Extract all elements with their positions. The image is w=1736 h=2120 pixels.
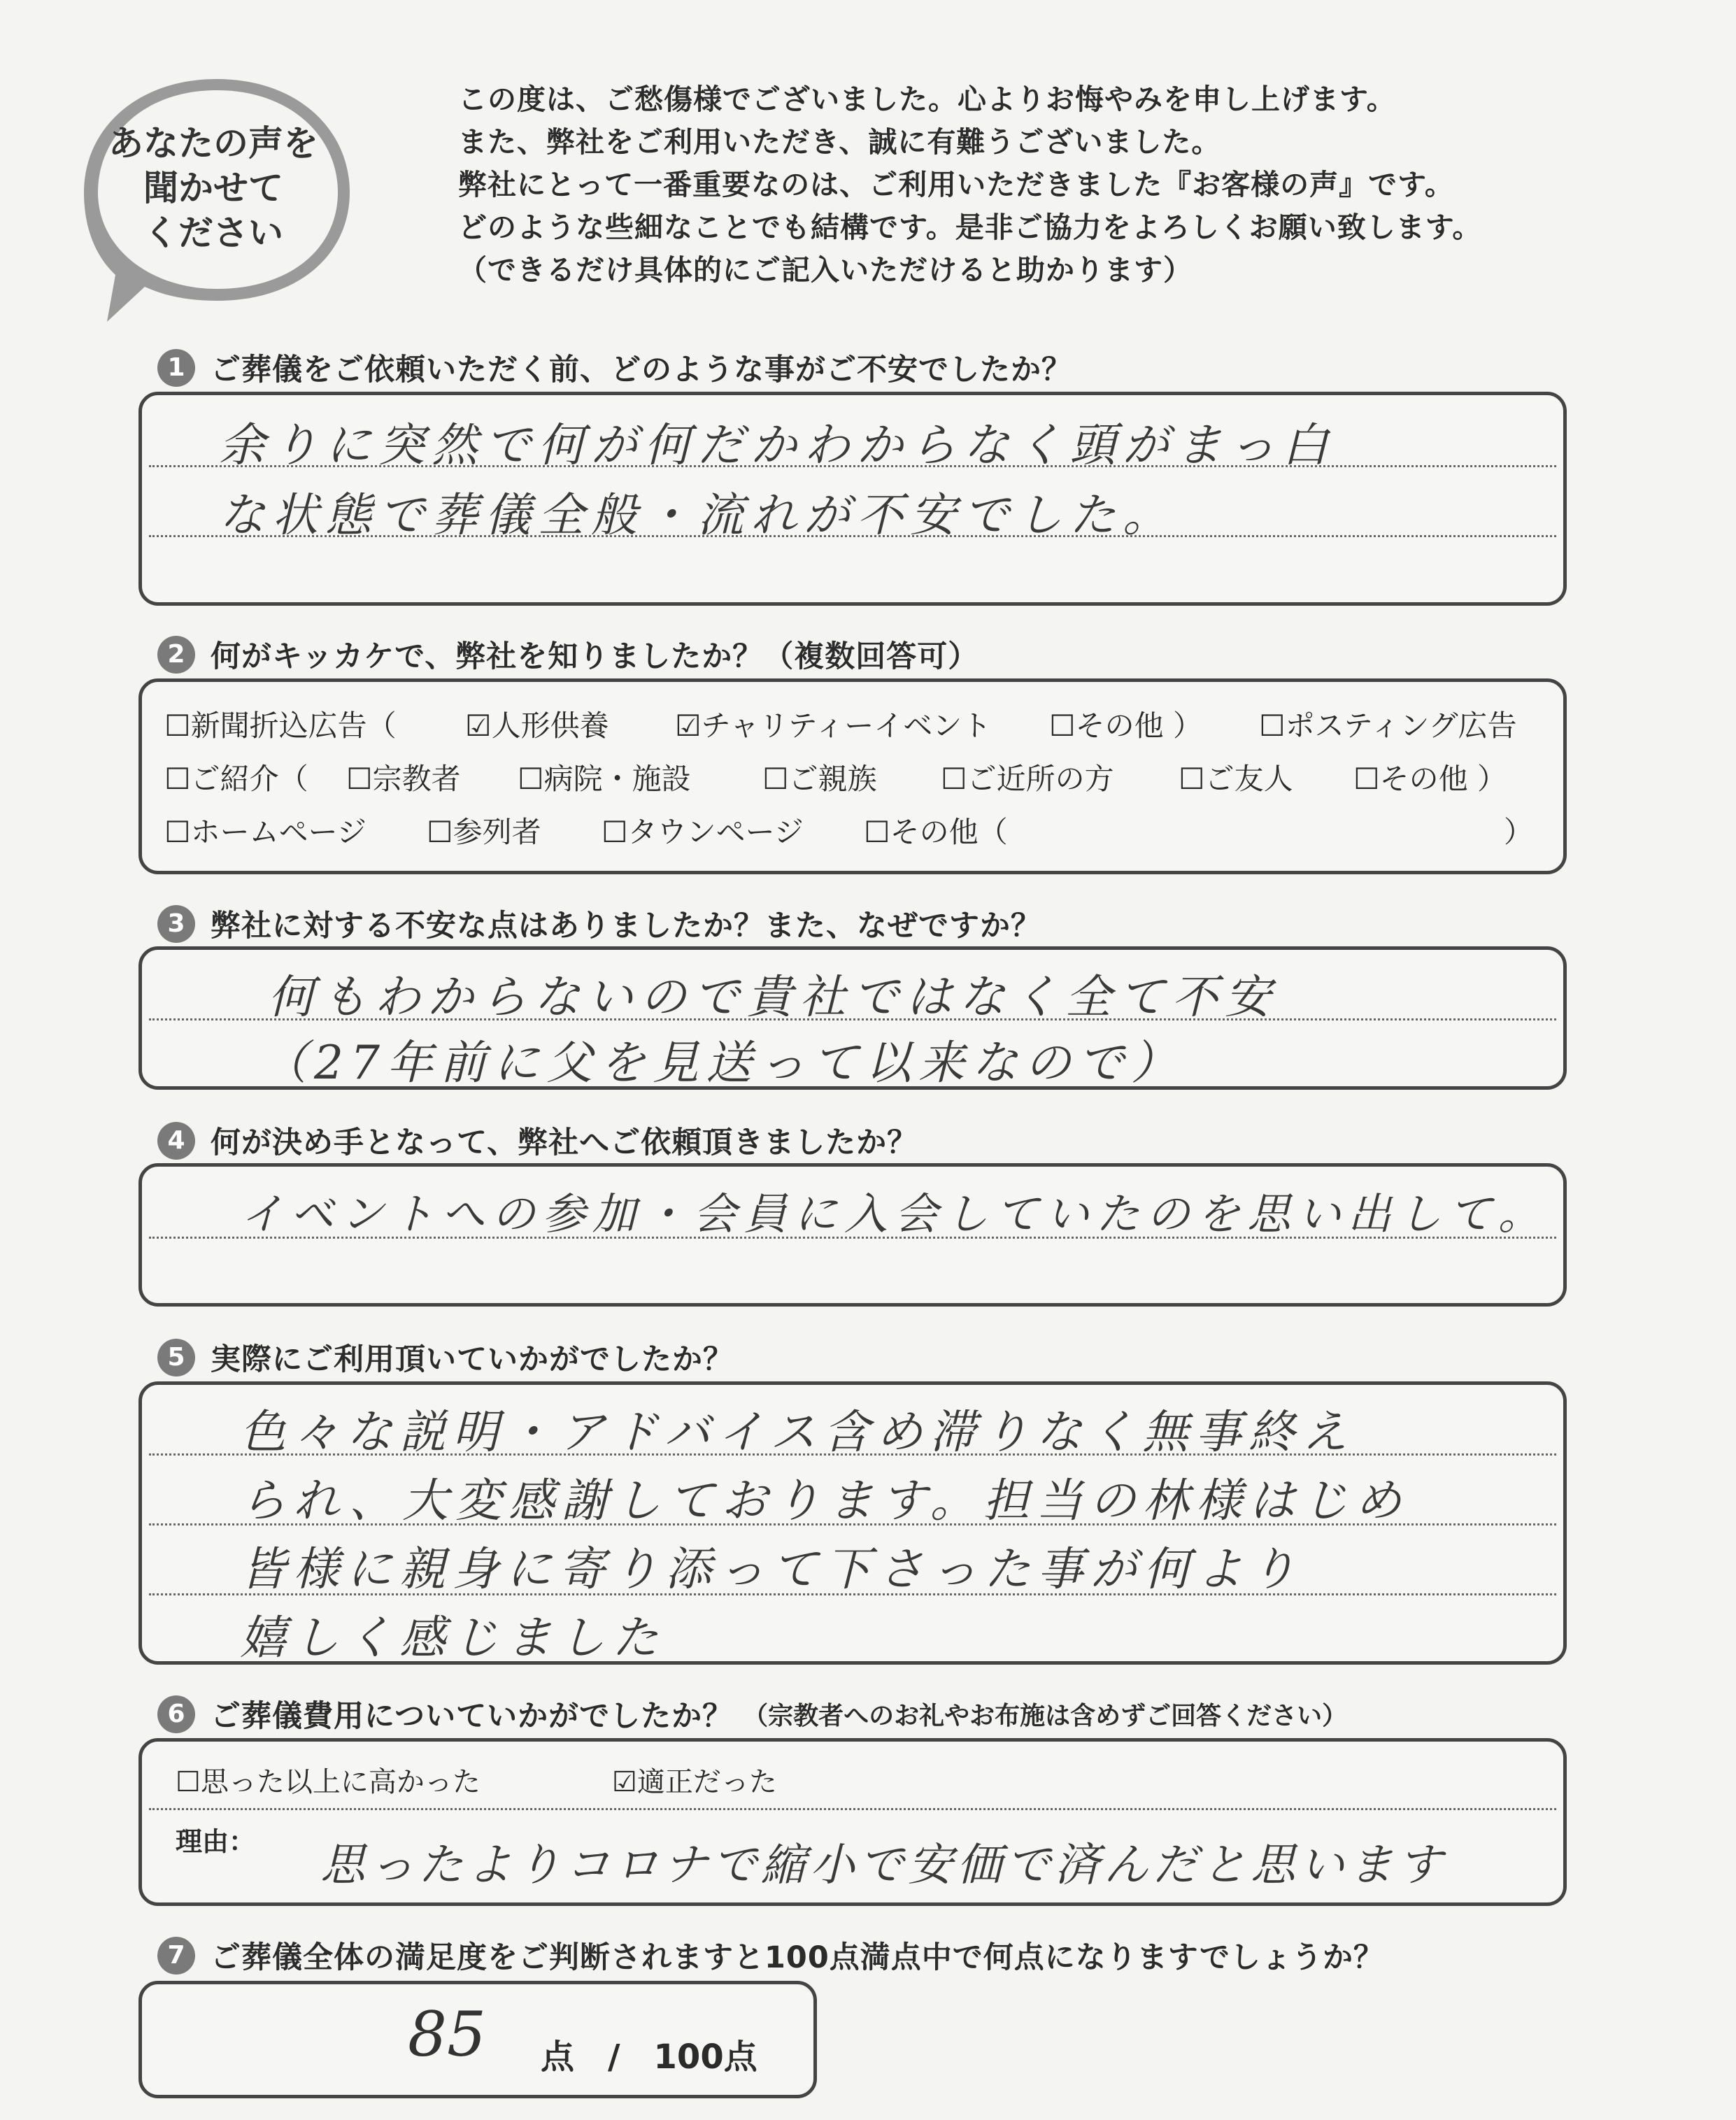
option-hospital[interactable]: ☐病院・施設 bbox=[518, 762, 691, 796]
question-text: ご葬儀全体の満足度をご判断されますと100点満点中で何点になりますでしょうか？ bbox=[211, 1940, 1385, 1975]
question-text: 何がキッカケで、弊社を知りましたか？（複数回答可） bbox=[211, 639, 979, 674]
answer-box-6 bbox=[138, 1738, 1567, 1906]
intro-line: また、弊社をご利用いただき、誠に有難うございました。 bbox=[458, 125, 1221, 159]
question-text: ご葬儀費用についていかがでしたか？ bbox=[211, 1699, 734, 1734]
question-number: 3 bbox=[157, 905, 195, 943]
score-box[interactable] bbox=[138, 1981, 817, 2098]
question-3 bbox=[157, 902, 1041, 945]
question-2 bbox=[157, 633, 979, 676]
bubble-line-2: 聞かせて bbox=[143, 168, 283, 208]
option-other-1[interactable]: ☐その他 ） bbox=[1049, 709, 1203, 743]
option-attendee[interactable]: ☐参列者 bbox=[427, 815, 541, 849]
option-doll-memorial[interactable]: ☑人形供養 bbox=[465, 709, 609, 743]
bubble-line-1: あなたの声を bbox=[108, 123, 318, 164]
dotted-line bbox=[149, 1808, 1556, 1810]
question-note: （宗教者へのお礼やお布施は含めずご回答ください） bbox=[743, 1702, 1348, 1730]
handwritten-score: 85 bbox=[408, 1998, 486, 2070]
question-text: 実際にご利用頂いていかがでしたか？ bbox=[211, 1342, 734, 1377]
question-number: 1 bbox=[157, 349, 195, 387]
answer-box-1[interactable] bbox=[138, 392, 1567, 606]
handwritten-answer: イベントへの参加・会員に入会していたのを思い出して。 bbox=[240, 1188, 1549, 1239]
handwritten-answer: 嬉しく感じました bbox=[240, 1611, 665, 1665]
reason-label: 理由： bbox=[176, 1826, 256, 1857]
handwritten-answer: 何もわからないので貴社ではなく全て不安 bbox=[268, 970, 1278, 1024]
option-other-2[interactable]: ☐その他 ） bbox=[1353, 762, 1507, 796]
answer-box-5[interactable] bbox=[138, 1381, 1567, 1665]
handwritten-reason: 思ったよりコロナで縮小で安価で済んだと思います bbox=[320, 1840, 1446, 1891]
handwritten-answer: 余りに突然で何が何だかわからなく頭がまっ白 bbox=[219, 418, 1335, 472]
question-number: 4 bbox=[157, 1122, 195, 1160]
score-unit: 点 / 100点 bbox=[541, 2037, 757, 2077]
option-other-3-close: ） bbox=[1504, 815, 1534, 849]
option-expensive[interactable]: ☐思った以上に高かった bbox=[176, 1766, 481, 1798]
answer-box-3[interactable] bbox=[138, 946, 1567, 1090]
option-relatives[interactable]: ☐ご親族 bbox=[762, 762, 877, 796]
question-5 bbox=[157, 1336, 734, 1379]
handwritten-answer: 皆様に親身に寄り添って下さった事が何より bbox=[240, 1542, 1303, 1596]
handwritten-answer: 色々な説明・アドバイス含め滞りなく無事終え bbox=[240, 1405, 1356, 1459]
speech-bubble bbox=[66, 66, 367, 332]
option-homepage[interactable]: ☐ホームページ bbox=[164, 815, 367, 849]
intro-line: どのような些細なことでも結構です。是非ご協力をよろしくお願い致します。 bbox=[458, 211, 1482, 244]
question-1 bbox=[157, 346, 1072, 389]
intro-line: この度は、ご愁傷様でございました。心よりお悔やみを申し上げます。 bbox=[458, 83, 1396, 116]
option-neighbors[interactable]: ☐ご近所の方 bbox=[941, 762, 1114, 796]
bubble-line-3: ください bbox=[143, 213, 283, 253]
question-4 bbox=[157, 1119, 918, 1162]
question-number: 2 bbox=[157, 636, 195, 674]
option-referral[interactable]: ☐ご紹介（ bbox=[164, 762, 308, 796]
intro-line: 弊社にとって一番重要なのは、ご利用いただきました『お客様の声』です。 bbox=[458, 168, 1454, 201]
answer-box-4[interactable] bbox=[138, 1163, 1567, 1307]
question-text: ご葬儀をご依頼いただく前、どのような事がご不安でしたか？ bbox=[211, 353, 1072, 387]
intro-line: （できるだけ具体的にご記入いただけると助かります） bbox=[458, 253, 1193, 287]
answer-box-2 bbox=[138, 678, 1567, 874]
intro-text bbox=[458, 78, 1703, 292]
question-text: 何が決め手となって、弊社へご依頼頂きましたか？ bbox=[211, 1125, 918, 1160]
question-6 bbox=[157, 1693, 1347, 1735]
question-number: 6 bbox=[157, 1695, 195, 1733]
option-posting-ad[interactable]: ☐ポスティング広告 bbox=[1259, 709, 1517, 743]
question-7 bbox=[157, 1934, 1384, 1977]
option-religious[interactable]: ☐宗教者 bbox=[346, 762, 461, 796]
option-friends[interactable]: ☐ご友人 bbox=[1179, 762, 1293, 796]
option-other-3[interactable]: ☐その他（ bbox=[864, 815, 1008, 849]
question-text: 弊社に対する不安な点はありましたか？また、なぜですか？ bbox=[211, 909, 1041, 944]
option-appropriate[interactable]: ☑適正だった bbox=[612, 1766, 777, 1798]
option-townpage[interactable]: ☐タウンページ bbox=[602, 815, 804, 849]
handwritten-answer: な状態で葬儀全般・流れが不安でした。 bbox=[219, 488, 1176, 542]
option-newspaper[interactable]: ☐新聞折込広告（ bbox=[164, 709, 397, 743]
handwritten-answer: （27年前に父を見送って以来なので） bbox=[261, 1036, 1184, 1090]
question-number: 7 bbox=[157, 1937, 195, 1975]
handwritten-answer: られ、大変感謝しております。担当の林様はじめ bbox=[240, 1474, 1409, 1528]
bubble-title bbox=[108, 121, 318, 255]
option-charity-event[interactable]: ☑チャリティーイベント bbox=[675, 709, 992, 743]
question-number: 5 bbox=[157, 1339, 195, 1376]
